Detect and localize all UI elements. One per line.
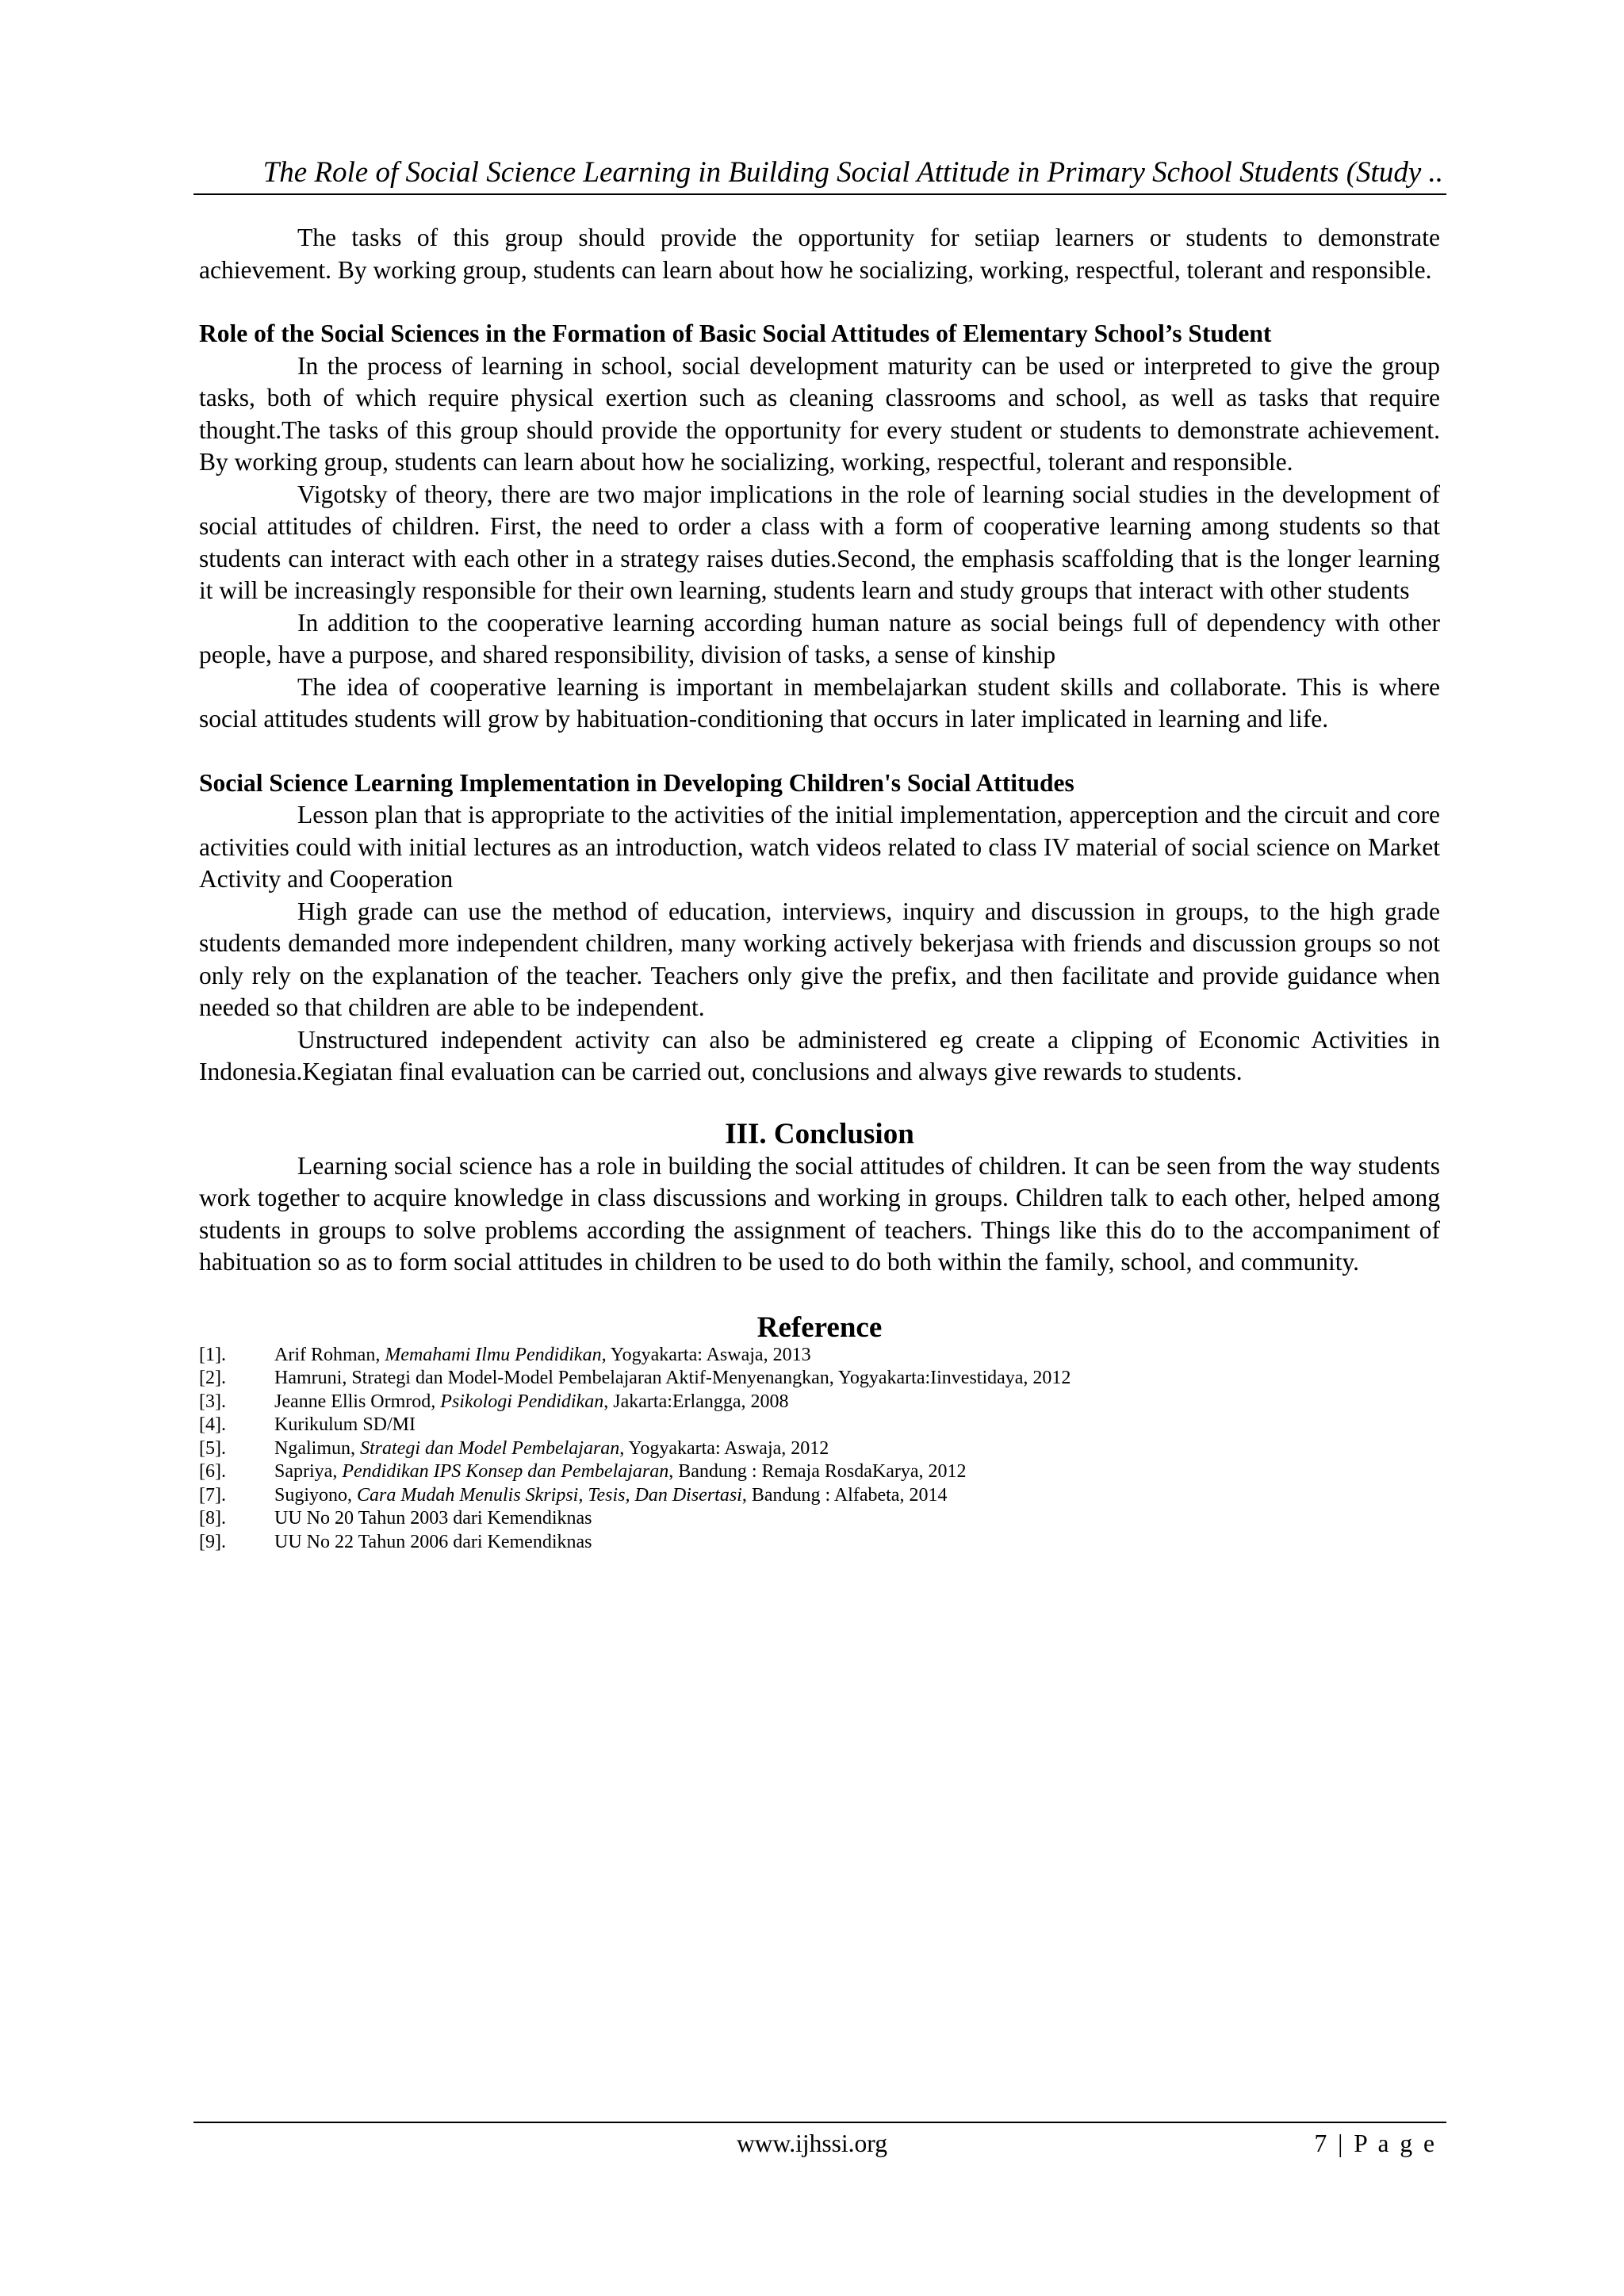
reference-number: [3]. bbox=[199, 1391, 226, 1412]
references-heading: Reference bbox=[756, 1311, 883, 1344]
reference-number: [8]. bbox=[199, 1508, 226, 1529]
conclusion-paragraph: Learning social science has a role in building the social attitudes of children. It can be seen from the way students work together to acquire knowledge in class discussions and working in groups. Children talk to each other, helped among students in groups to solve problems according the assignment of teachers. Things like this do to the accompaniment of habituation so as to form social attitudes in children to be used to do both within the family, school, and community. bbox=[199, 1151, 1440, 1276]
reference-text: Sugiyono, Cara Mudah Menulis Skripsi, Tesis, Dan Disertasi, Bandung : Alfabeta, 2014 bbox=[274, 1484, 948, 1506]
reference-item bbox=[199, 1507, 1440, 1531]
reference-number: [1]. bbox=[199, 1344, 226, 1365]
reference-item bbox=[199, 1391, 1440, 1414]
reference-number: [4]. bbox=[199, 1414, 226, 1435]
section-role-paragraph: In the process of learning in school, social development maturity can be used or interpreted to give the group tasks, both of which require physical exertion such as cleaning classrooms and school, as well as tasks that require thought.The tasks of this group should provide the opportunity for every student or students to demonstrate achievement. By working group, students can learn about how he socializing, working, respectful, tolerant and responsible. bbox=[199, 351, 1440, 476]
running-header: The Role of Social Science Learning in Building Social Attitude in Primary School Students (Study .. bbox=[262, 156, 1443, 189]
reference-text: UU No 22 Tahun 2006 dari Kemendiknas bbox=[274, 1531, 592, 1552]
header-divider bbox=[193, 193, 1446, 195]
reference-text: Arif Rohman, Memahami Ilmu Pendidikan, Yogyakarta: Aswaja, 2013 bbox=[274, 1344, 811, 1365]
section-implementation-paragraph: High grade can use the method of education, interviews, inquiry and discussion in groups, to the high grade students demanded more independent children, many working actively bekerjasa with friends and discussion groups so not only rely on the explanation of the teacher. Teachers only give the prefix, and then facilitate and provide guidance when needed so that children are able to be independent. bbox=[199, 897, 1440, 1021]
reference-number: [9]. bbox=[199, 1531, 226, 1552]
conclusion-heading: III. Conclusion bbox=[725, 1117, 914, 1150]
reference-item bbox=[199, 1367, 1440, 1391]
page-number: 7 | P a g e bbox=[1314, 2130, 1437, 2157]
section-role-paragraph: In addition to the cooperative learning according human nature as social beings full of dependency with other people, have a purpose, and shared responsibility, division of tasks, a sense of kinship bbox=[199, 608, 1440, 668]
reference-text: Ngalimun, Strategi dan Model Pembelajaran, Yogyakarta: Aswaja, 2012 bbox=[274, 1437, 829, 1459]
section-heading-implementation: Social Science Learning Implementation in Developing Children's Social Attitudes bbox=[199, 768, 1074, 797]
reference-number: [7]. bbox=[199, 1484, 226, 1506]
reference-text: UU No 20 Tahun 2003 dari Kemendiknas bbox=[274, 1508, 592, 1529]
reference-list bbox=[199, 1344, 1440, 1555]
reference-number: [6]. bbox=[199, 1461, 226, 1482]
intro-paragraph: The tasks of this group should provide the opportunity for setiiap learners or students to demonstrate achievement. By working group, students can learn about how he socializing, working, respectful, tolerant and responsible. bbox=[199, 224, 1440, 284]
article-body bbox=[199, 222, 1440, 1554]
reference-item bbox=[199, 1414, 1440, 1437]
reference-text: Sapriya, Pendidikan IPS Konsep dan Pembelajaran, Bandung : Remaja RosdaKarya, 2012 bbox=[274, 1461, 967, 1482]
section-role-paragraph: Vigotsky of theory, there are two major implications in the role of learning social studies in the development of social attitudes of children. First, the need to order a class with a form of cooperative learning among students so that students can interact with each other in a strategy raises duties.Second, the emphasis scaffolding that is the longer learning it will be increasingly responsible for their own learning, students learn and study groups that interact with other students bbox=[199, 480, 1440, 604]
reference-item bbox=[199, 1437, 1440, 1461]
reference-number: [5]. bbox=[199, 1437, 226, 1459]
section-heading-role: Role of the Social Sciences in the Formation of Basic Social Attitudes of Elementary School’s Student bbox=[199, 320, 1272, 347]
section-role-paragraph: The idea of cooperative learning is important in membelajarkan student skills and collaborate. This is where social attitudes students will grow by habituation-conditioning that occurs in later implicated in learning and life. bbox=[199, 672, 1440, 733]
section-implementation-paragraph: Unstructured independent activity can also be administered eg create a clipping of Economic Activities in Indonesia.Kegiatan final evaluation can be carried out, conclusions and always give rewards to students. bbox=[199, 1025, 1440, 1085]
reference-text: Hamruni, Strategi dan Model-Model Pembelajaran Aktif-Menyenangkan, Yogyakarta:Iinvestidaya, 2012 bbox=[274, 1368, 1071, 1388]
footer-divider bbox=[193, 2122, 1446, 2123]
reference-item bbox=[199, 1460, 1440, 1484]
reference-number: [2]. bbox=[199, 1368, 226, 1388]
footer-journal-url: www.ijhssi.org bbox=[737, 2130, 887, 2157]
reference-text: Jeanne Ellis Ormrod, Psikologi Pendidikan, Jakarta:Erlangga, 2008 bbox=[274, 1391, 789, 1412]
section-implementation-paragraph: Lesson plan that is appropriate to the activities of the initial implementation, apperception and the circuit and core activities could with initial lectures as an introduction, watch videos related to class IV material of social science on Market Activity and Cooperation bbox=[199, 801, 1440, 893]
reference-item bbox=[199, 1484, 1440, 1508]
reference-item bbox=[199, 1344, 1440, 1368]
reference-text: Kurikulum SD/MI bbox=[274, 1414, 416, 1435]
reference-item bbox=[199, 1531, 1440, 1555]
